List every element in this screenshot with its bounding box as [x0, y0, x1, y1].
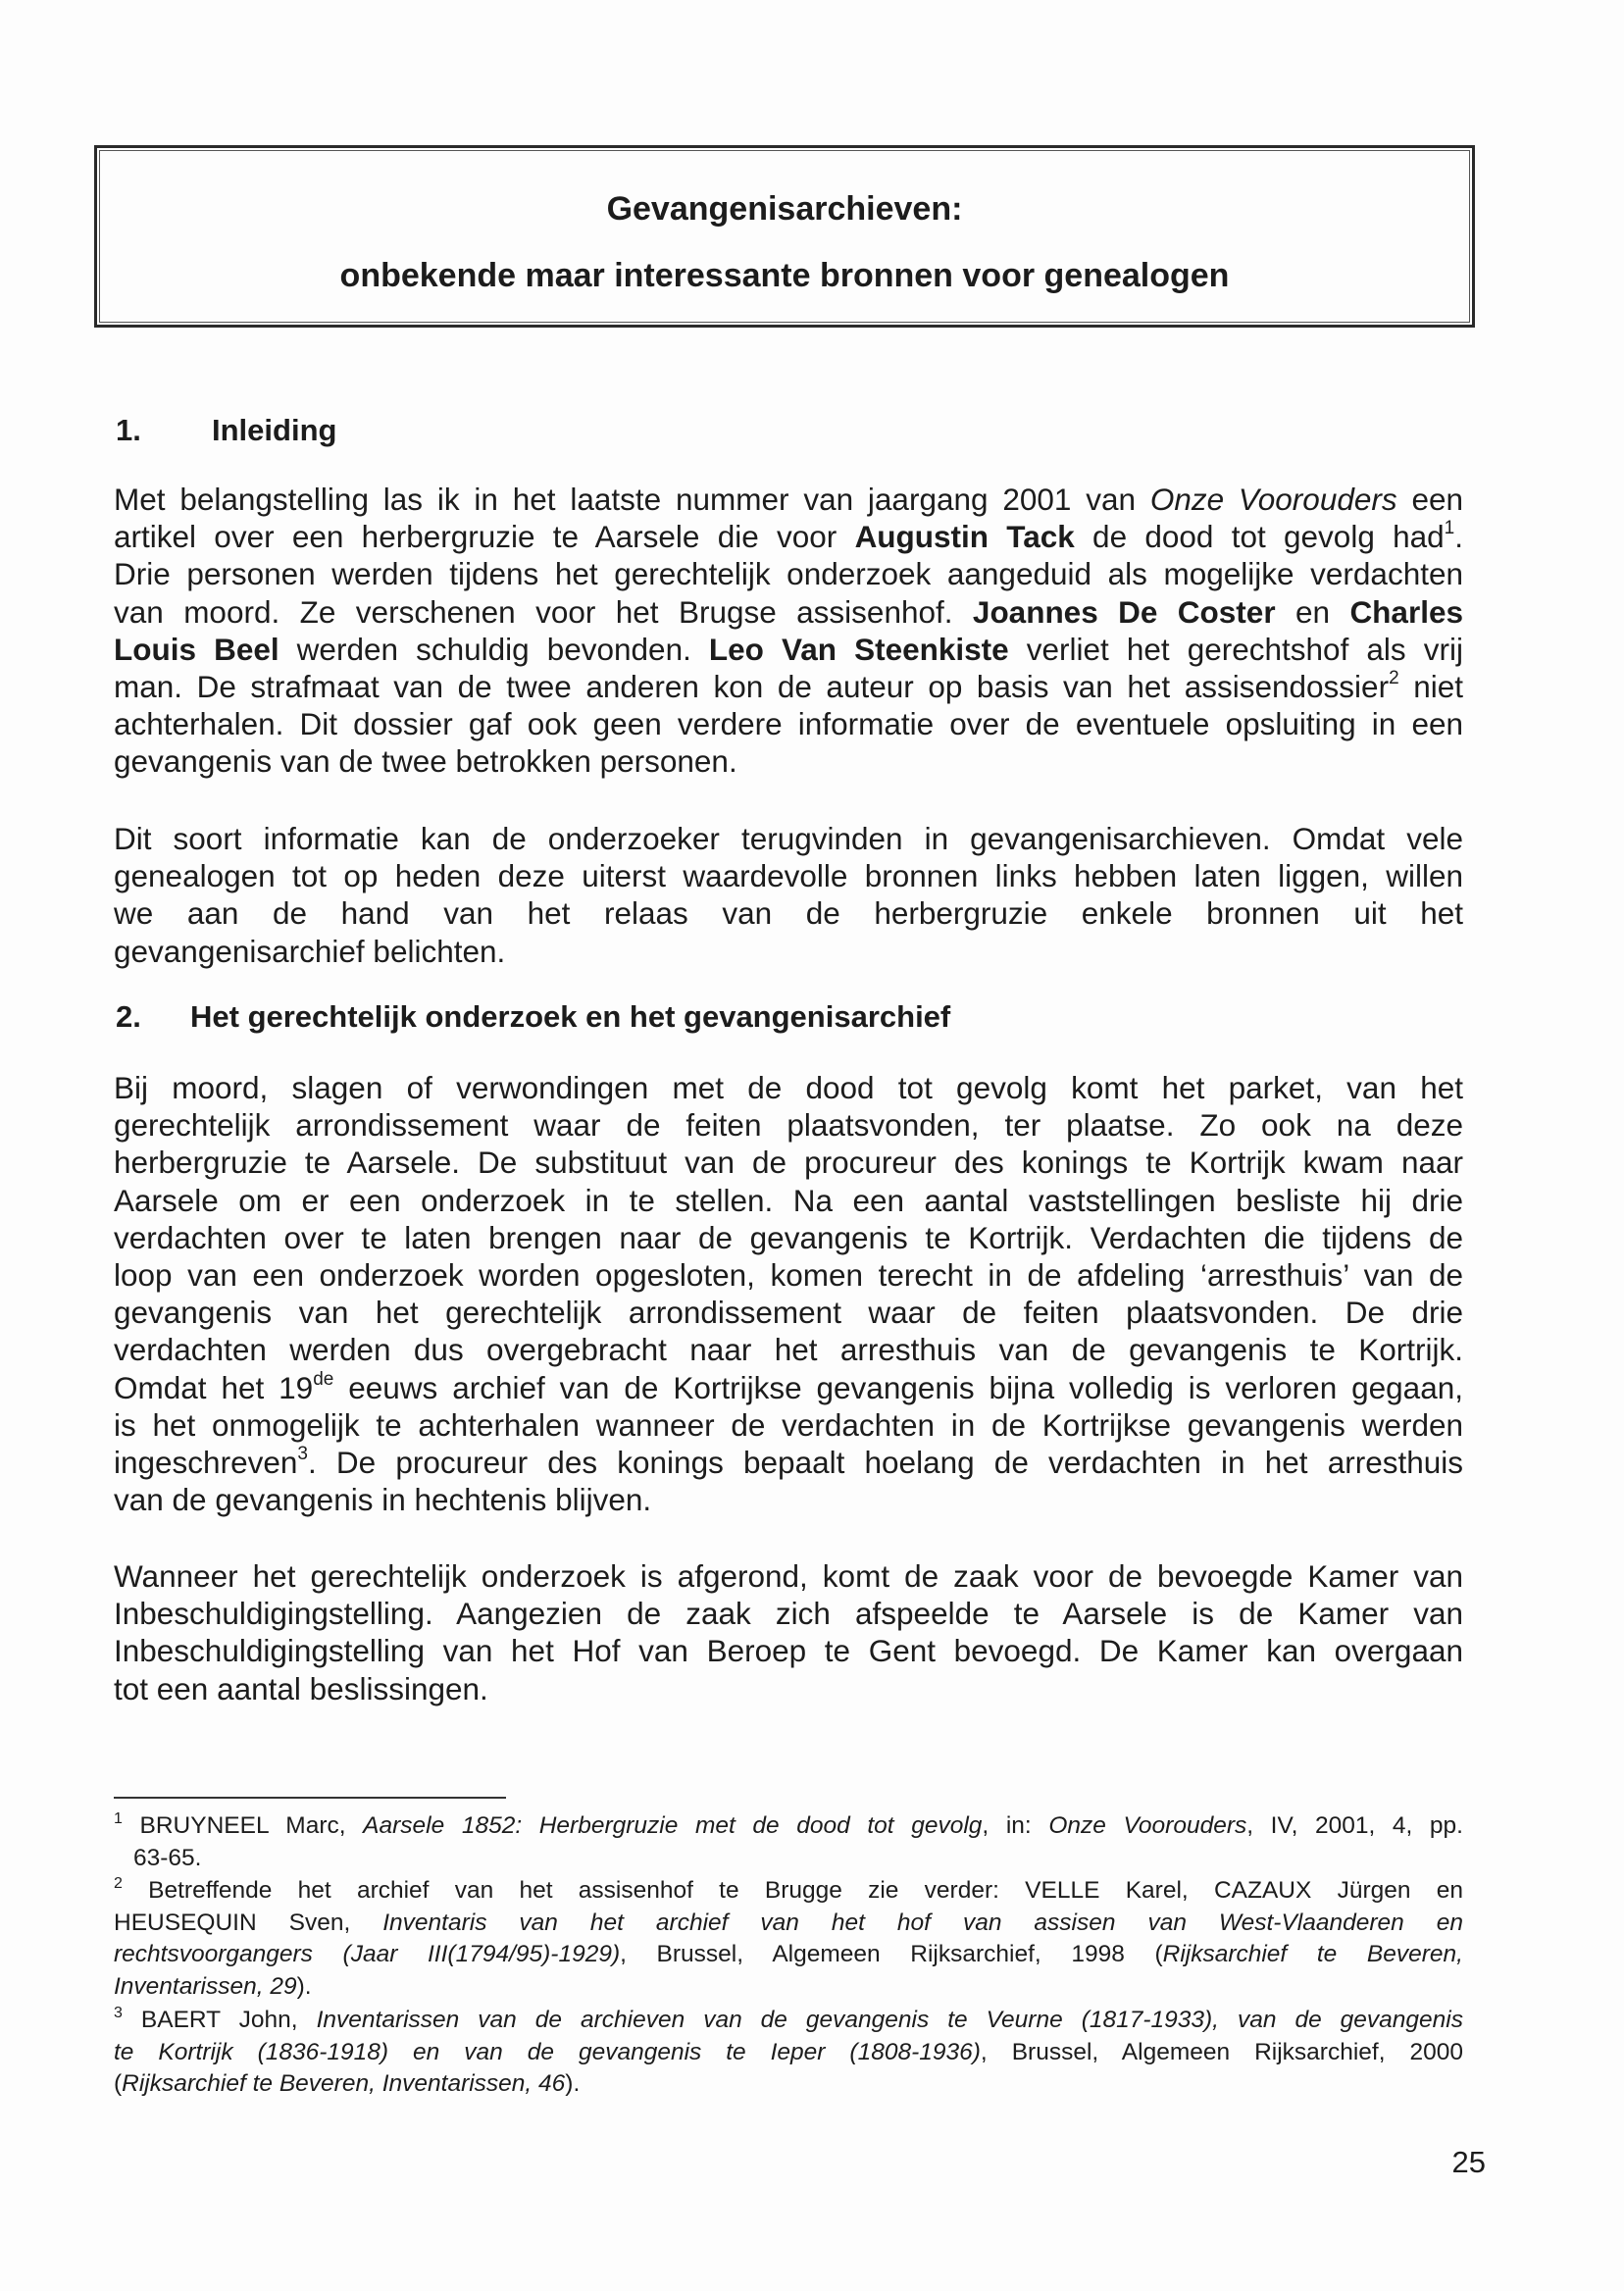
page-number: 25 — [1451, 2145, 1486, 2179]
text-line: herbergruzie te Aarsele. De substituut van de procureur des konings te Kortrijk kwam naar — [114, 1145, 1463, 1181]
text-line: Inbeschuldigingstelling. Aangezien de zaak zich afspeelde te Aarsele is de Kamer van — [114, 1596, 1463, 1632]
text-line: man. De strafmaat van de twee anderen kon de auteur op basis van het assisendossier$^2$ niet — [114, 668, 1464, 705]
ordinal-suffix: de — [313, 1368, 334, 1390]
section-number: 1. — [116, 413, 141, 447]
text-line: verdachten werden dus overgebracht naar het arresthuis van de gevangenis te Kortrijk. — [114, 1332, 1463, 1368]
text-line: Louis Beel werden schuldig bevonden. Leo Van Steenkiste verliet het gerechtshof als vrij — [114, 631, 1463, 667]
text-line: van de gevangenis in hechtenis blijven. — [114, 1482, 652, 1518]
text-line: van moord. Ze verschenen voor het Brugse assisenhof. Joannes De Coster en Charles — [114, 593, 1463, 630]
footnote-line: HEUSEQUIN Sven, Inventaris van het archief van het hof van assisen van West-Vlaanderen en — [114, 1909, 1463, 1936]
text-line: Met belangstelling las ik in het laatste nummer van jaargang 2001 van Onze Voorouders een — [114, 482, 1463, 517]
footnote-number: 3 — [114, 2005, 123, 2021]
text-line: Wanneer het gerechtelijk onderzoek is afgerond, komt de zaak voor de bevoegde Kamer van — [114, 1558, 1463, 1594]
text-line: gevangenisarchief belichten. — [114, 933, 506, 969]
document-title: Gevangenisarchieven: — [606, 190, 963, 228]
text-line: ingeschreven$^3$. De procureur des konings bepaalt hoelang de verdachten in het arresthuis — [114, 1444, 1463, 1481]
text-line: Aarsele om er een onderzoek in te stellen. Na een aantal vaststellingen besliste hij drie — [114, 1182, 1463, 1218]
footnote-line: rechtsvoorgangers (Jaar III(1794/95)-1929), Brussel, Algemeen Rijksarchief, 1998 (Rijksarchief te Beveren, — [114, 1941, 1463, 1967]
title-box — [94, 145, 1475, 328]
footnote-ref: 1 — [1444, 518, 1455, 539]
text-line: Bij moord, slagen of verwondingen met de dood tot gevolg komt het parket, van het — [114, 1070, 1463, 1105]
paragraph-intro-1 — [114, 481, 1463, 781]
text-line: tot een aantal beslissingen. — [114, 1670, 488, 1706]
footnote-line: $^1$ BRUYNEEL Marc, Aarsele 1852: Herbergruzie met de dood tot gevolg, in: Onze Voorouders, IV, 2001, 4, pp. — [114, 1810, 1463, 1839]
footnote-number: 2 — [114, 1875, 123, 1892]
footnote-line: Inventarissen, 29). — [114, 1972, 312, 2000]
text-line: Drie personen werden tijdens het gerechtelijk onderzoek aangeduid als mogelijke verdachten — [114, 556, 1463, 592]
document-subtitle: onbekende maar interessante bronnen voor genealogen — [339, 257, 1230, 294]
footnote-line: $^2$ Betreffende het archief van het assisenhof te Brugge zie verder: VELLE Karel, CAZAUX Jürgen en — [114, 1875, 1463, 1904]
footnote-separator — [114, 1797, 506, 1799]
text-line: gevangenis van het gerechtelijk arrondissement waar de feiten plaatsvonden. De drie — [114, 1295, 1463, 1331]
text-line: is het onmogelijk te achterhalen wanneer de verdachten in de Kortrijkse gevangenis werden — [114, 1406, 1463, 1443]
section-title: Het gerechtelijk onderzoek en het gevangenisarchief — [190, 999, 951, 1034]
section-title: Inleiding — [212, 413, 337, 447]
footnote-line: 63-65. — [133, 1844, 202, 1871]
paragraph-investigation-2 — [114, 1557, 1463, 1707]
footnote-ref: 3 — [297, 1444, 308, 1465]
text-line: achterhalen. Dit dossier gaf ook geen verdere informatie over de eventuele opsluiting in een — [114, 706, 1463, 742]
text-line: Inbeschuldigingstelling van het Hof van Beroep te Gent bevoegd. De Kamer kan overgaan — [114, 1633, 1463, 1669]
footnote-ref: 2 — [1389, 668, 1399, 689]
footnote-1 — [114, 1810, 1463, 1874]
footnote-3 — [114, 2005, 1463, 2101]
footnote-line: $^3$ BAERT John, Inventarissen van de archieven van de gevangenis te Veurne (1817-1933), van de gevangenis — [114, 2005, 1463, 2033]
text-line: gerechtelijk arrondissement waar de feiten plaatsvonden, ter plaatse. Zo ook na deze — [114, 1107, 1463, 1144]
text-line: loop van een onderzoek worden opgesloten, komen terecht in de afdeling ‘arresthuis’ van de — [114, 1257, 1463, 1294]
footnote-line: (Rijksarchief te Beveren, Inventarissen, 46). — [114, 2070, 581, 2097]
text-line: genealogen tot op heden deze uiterst waardevolle bronnen links hebben laten liggen, willen — [114, 858, 1463, 894]
text-line: artikel over een herbergruzie te Aarsele die voor Augustin Tack de dood tot gevolg had$^1$. — [114, 518, 1464, 555]
text-line: Omdat het 19de eeuws archief van de Kortrijkse gevangenis bijna volledig is verloren gegaan, — [114, 1368, 1463, 1405]
text-line: gevangenis van de twee betrokken personen. — [114, 743, 737, 780]
text-line: we aan de hand van het relaas van de herbergruzie enkele bronnen uit het — [114, 895, 1463, 932]
paragraph-investigation-1 — [114, 1069, 1463, 1518]
section-number: 2. — [116, 999, 141, 1034]
paragraph-intro-2 — [114, 820, 1463, 970]
section-heading-2 — [116, 998, 950, 1036]
section-heading-1 — [116, 412, 336, 449]
footnote-number: 1 — [114, 1810, 123, 1827]
text-line: Dit soort informatie kan de onderzoeker terugvinden in gevangenisarchieven. Omdat vele — [114, 821, 1463, 856]
footnote-2 — [114, 1875, 1463, 2003]
footnote-line: te Kortrijk (1836-1918) en van de gevangenis te Ieper (1808-1936), Brussel, Algemeen Rijksarchief, 2000 — [114, 2038, 1463, 2065]
text-line: verdachten over te laten brengen naar de gevangenis te Kortrijk. Verdachten die tijdens de — [114, 1219, 1463, 1255]
